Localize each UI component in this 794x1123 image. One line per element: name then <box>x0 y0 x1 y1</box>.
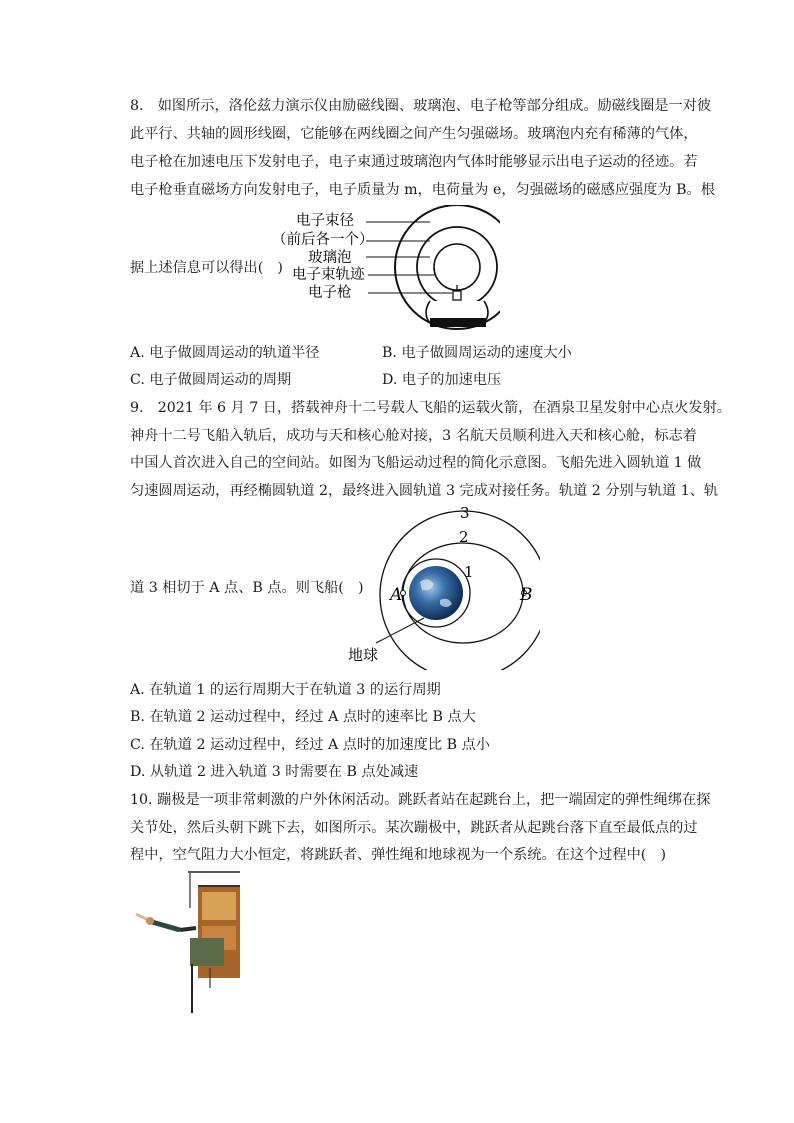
q9-line-2: 神舟十二号飞船入轨后，成功与天和核心舱对接，3 名航天员顺利进入天和核心舱，标志着 <box>130 428 697 444</box>
q8-line-5: 据上述信息可以得出( ) <box>130 260 283 276</box>
q9-line-5: 道 3 相切于 A 点、B 点。则飞船( ) <box>130 580 364 596</box>
q8-line-3: 电子枪在加速电压下发射电子，电子束通过玻璃泡内气体时能够显示出电子运动的径迹。若 <box>130 154 698 170</box>
q9-option-b[interactable]: B. 在轨道 2 运动过程中，经过 A 点时的速率比 B 点大 <box>130 709 476 725</box>
q8-option-d[interactable]: D. 电子的加速电压 <box>382 372 502 388</box>
label-front-back: （前后各一个） <box>272 232 374 248</box>
bungee-photo <box>130 868 240 1013</box>
q8-option-b[interactable]: B. 电子做圆周运动的速度大小 <box>382 345 572 361</box>
label-orbit-1: 1 <box>464 563 474 581</box>
label-orbit-2: 2 <box>459 528 469 546</box>
q8-line-4: 电子枪垂直磁场方向发射电子，电子质量为 m，电荷量为 e，匀强磁场的磁感应强度为 B。根 <box>130 182 715 198</box>
q9-line-4: 匀速圆周运动，再经椭圆轨道 2，最终进入圆轨道 3 完成对接任务。轨道 2 分别与轨道 1、轨 <box>130 483 719 499</box>
label-orbit-3: 3 <box>460 504 470 522</box>
label-electron-track: 电子束轨迹 <box>292 267 365 283</box>
earth-icon <box>409 566 463 620</box>
label-beam-path: 电子束径 <box>296 213 354 229</box>
q10-line-3: 程中，空气阻力大小恒定，将跳跃者、弹性绳和地球视为一个系统。在这个过程中( ) <box>130 847 667 863</box>
q9-option-d[interactable]: D. 从轨道 2 进入轨道 3 时需要在 B 点处减速 <box>130 764 419 780</box>
lorentz-apparatus-figure <box>270 205 500 330</box>
q8-option-c[interactable]: C. 电子做圆周运动的周期 <box>130 372 292 388</box>
glass-bulb-circle <box>417 227 497 307</box>
q9-option-a[interactable]: A. 在轨道 1 的运行周期大于在轨道 3 的运行周期 <box>130 682 441 698</box>
label-point-b: B <box>520 585 533 605</box>
label-earth: 地球 <box>348 646 379 664</box>
q9-line-3: 中国人首次进入自己的空间站。如图为飞船运动过程的简化示意图。飞船先进入圆轨道 1 做 <box>130 455 702 471</box>
q9-line-1: 9. 2021 年 6 月 7 日，搭载神舟十二号载人飞船的运载火箭，在酒泉卫星发射中心点火发射。 <box>130 400 731 416</box>
q8-line-1: 8. 如图所示，洛伦兹力演示仪由励磁线圈、玻璃泡、电子枪等部分组成。励磁线圈是一对彼 <box>130 98 712 114</box>
earth-pointer-line <box>376 618 424 643</box>
q8-line-2: 此平行、共轴的圆形线圈，它能够在两线圈之间产生匀强磁场。玻璃泡内充有稀薄的气体， <box>130 126 698 142</box>
label-electron-gun: 电子枪 <box>308 285 352 301</box>
electron-gun-icon <box>453 291 461 300</box>
q8-option-a[interactable]: A. 电子做圆周运动的轨道半径 <box>130 345 320 361</box>
label-point-a: A <box>390 585 403 605</box>
orbit-diagram-figure <box>340 500 540 670</box>
label-glass-bulb: 玻璃泡 <box>308 250 352 266</box>
electron-track-circle <box>434 244 480 290</box>
q9-option-c[interactable]: C. 在轨道 2 运动过程中，经过 A 点时的加速度比 B 点小 <box>130 737 490 753</box>
platform-base <box>190 938 224 966</box>
gun-base <box>430 318 486 327</box>
q10-line-1: 10. 蹦极是一项非常刺激的户外休闲活动。跳跃者站在起跳台上，把一端固定的弹性绳绑在探 <box>130 792 711 808</box>
q10-line-2: 关节处，然后头朝下跳下去，如图所示。某次蹦极中，跳跃者从起跳台落下直至最低点的过 <box>130 820 698 836</box>
